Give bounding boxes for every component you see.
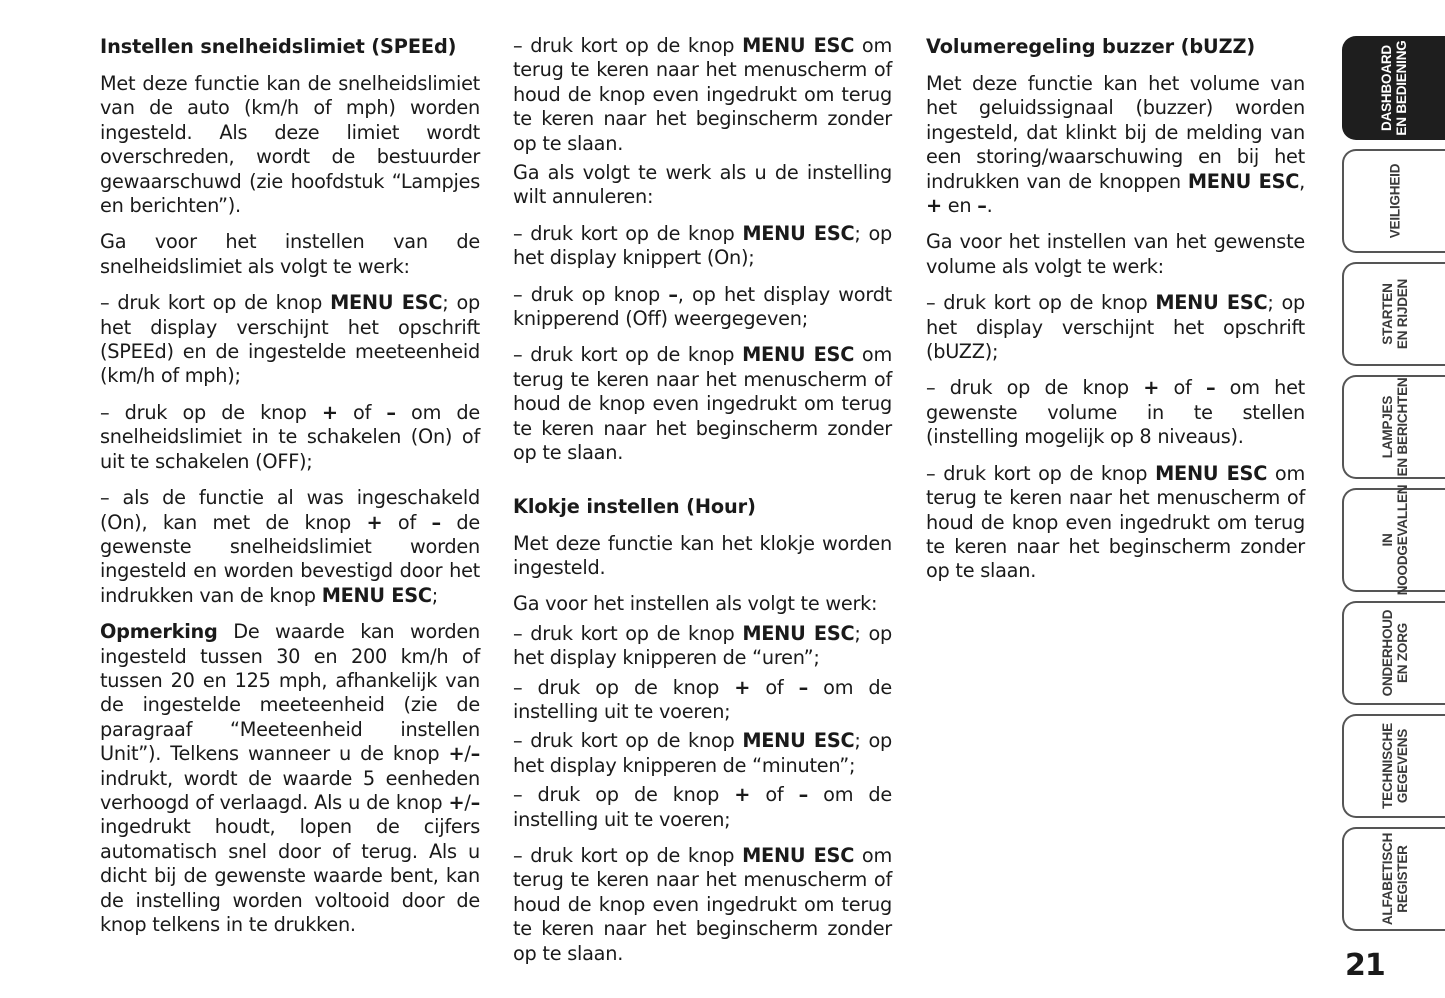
paragraph-speed-intro: Met deze functie kan de snelheidslimiet van de auto (km/h of mph) worden ingesteld. Als deze limiet wordt overschreden, wordt de bestuurder gewaarschuwd (zie hoofdstuk “Lampjes en berichten”). — [100, 72, 480, 218]
tab-alfabetisch-register[interactable]: ALFABETISCH REGISTER — [1342, 827, 1445, 931]
tab-veiligheid[interactable]: VEILIGHEID — [1342, 149, 1445, 253]
step-speed-2: – druk op de knop + of – om de snelheidslimiet in te schakelen (On) of uit te schakelen (OFF); — [100, 400, 480, 473]
paragraph-buzzer-steps-intro: Ga voor het instellen van het gewenste volume als volgt te werk: — [926, 230, 1305, 278]
tab-onderhoud[interactable]: ONDERHOUD EN ZORG — [1342, 601, 1445, 705]
section-heading-speed-limit: Instellen snelheidslimiet (SPEEd) — [100, 35, 457, 58]
paragraph-clock-steps-intro: Ga voor het instellen als volgt te werk: — [513, 592, 878, 616]
step-clock-1: – druk kort op de knop MENU ESC; op het display knipperen de “uren”; — [513, 621, 892, 670]
step-clock-2: – druk op de knop + of – om de instelling uit te voeren; — [513, 675, 892, 723]
step-buzzer-2: – druk op de knop + of – om het gewenste volume in te stellen (instelling mogelijk op 8 niveaus). — [926, 376, 1305, 449]
step-clock-5: – druk kort op de knop MENU ESC om terug te keren naar het menuscherm of houd de knop even ingedrukt om terug te keren naar het beginscherm zonder op te slaan. — [513, 843, 892, 965]
tab-starten[interactable]: STARTEN EN RIJDEN — [1342, 262, 1445, 366]
column-clock — [513, 34, 892, 978]
step-speed-exit: – druk kort op de knop MENU ESC om terug te keren naar het menuscherm of houd de knop even ingedrukt om terug te keren naar het beginscherm zonder op te slaan. — [513, 34, 892, 155]
paragraph-buzzer-intro: Met deze functie kan het volume van het geluidssignaal (buzzer) worden ingesteld, dat klinkt bij de melding van een storing/waarschuwing en bij het indrukken van de knoppen MENU ESC, + en –. — [926, 72, 1305, 218]
section-heading-buzzer: Volumeregeling buzzer (bUZZ) — [926, 35, 1256, 58]
tab-technische-gegevens[interactable]: TECHNISCHE GEGEVENS — [1342, 714, 1445, 818]
column-speed-limit — [100, 34, 480, 949]
section-heading-clock: Klokje instellen (Hour) — [513, 494, 756, 518]
page-number: 21 — [1345, 948, 1385, 983]
step-cancel-3: – druk kort op de knop MENU ESC om terug te keren naar het menuscherm of houd de knop even ingedrukt om terug te keren naar het beginscherm zonder op te slaan. — [513, 343, 892, 465]
step-buzzer-1: – druk kort op de knop MENU ESC; op het display verschijnt het opschrift (bUZZ); — [926, 291, 1305, 364]
tab-dashboard[interactable]: DASHBOARD EN BEDIENING — [1342, 36, 1445, 140]
tab-noodgevallen[interactable]: IN NOODGEVALLEN — [1342, 488, 1445, 592]
step-speed-1: – druk kort op de knop MENU ESC; op het display verschijnt het opschrift (SPEEd) en de ingestelde meeteenheid (km/h of mph); — [100, 291, 480, 388]
column-buzzer — [926, 34, 1305, 596]
step-cancel-1: – druk kort op de knop MENU ESC; op het display knippert (On); — [513, 221, 892, 270]
tab-lampjes[interactable]: LAMPJES EN BERICHTEN — [1342, 375, 1445, 479]
step-buzzer-3: – druk kort op de knop MENU ESC om terug te keren naar het menuscherm of houd de knop even ingedrukt om terug te keren naar het beginscherm zonder op te slaan. — [926, 461, 1305, 583]
step-speed-3: – als de functie al was ingeschakeld (On), kan met de knop + of – de gewenste snelheidslimiet worden ingesteld en worden bevestigd door het indrukken van de knop MENU ESC; — [100, 486, 481, 607]
step-clock-4: – druk op de knop + of – om de instelling uit te voeren; — [513, 783, 892, 831]
paragraph-speed-steps-intro: Ga voor het instellen van de snelheidslimiet als volgt te werk: — [100, 230, 480, 278]
step-cancel-2: – druk op knop –, op het display wordt knipperend (Off) weergegeven; — [513, 282, 892, 331]
paragraph-cancel-intro: Ga als volgt te werk als u de instelling wilt annuleren: — [513, 161, 892, 209]
paragraph-clock-intro: Met deze functie kan het klokje worden ingesteld. — [513, 531, 892, 579]
note-speed: Opmerking De waarde kan worden ingesteld tussen 30 en 200 km/h of tussen 20 en 125 mph, afhankelijk van de ingestelde meeteenheid (zie de paragraaf “Meeteenheid instellen Unit”). Telkens wanneer u de knop +/– indrukt, wordt de waarde 5 eenheden verhoogd of verlaagd. Als u de knop +/– ingedrukt houdt, lopen de cijfers automatisch snel door of terug. Als u dicht bij de gewenste waarde bent, kan de instelling worden voltooid door de knop telkens in te drukken. — [100, 620, 480, 936]
step-clock-3: – druk kort op de knop MENU ESC; op het display knipperen de “minuten”; — [513, 729, 892, 777]
